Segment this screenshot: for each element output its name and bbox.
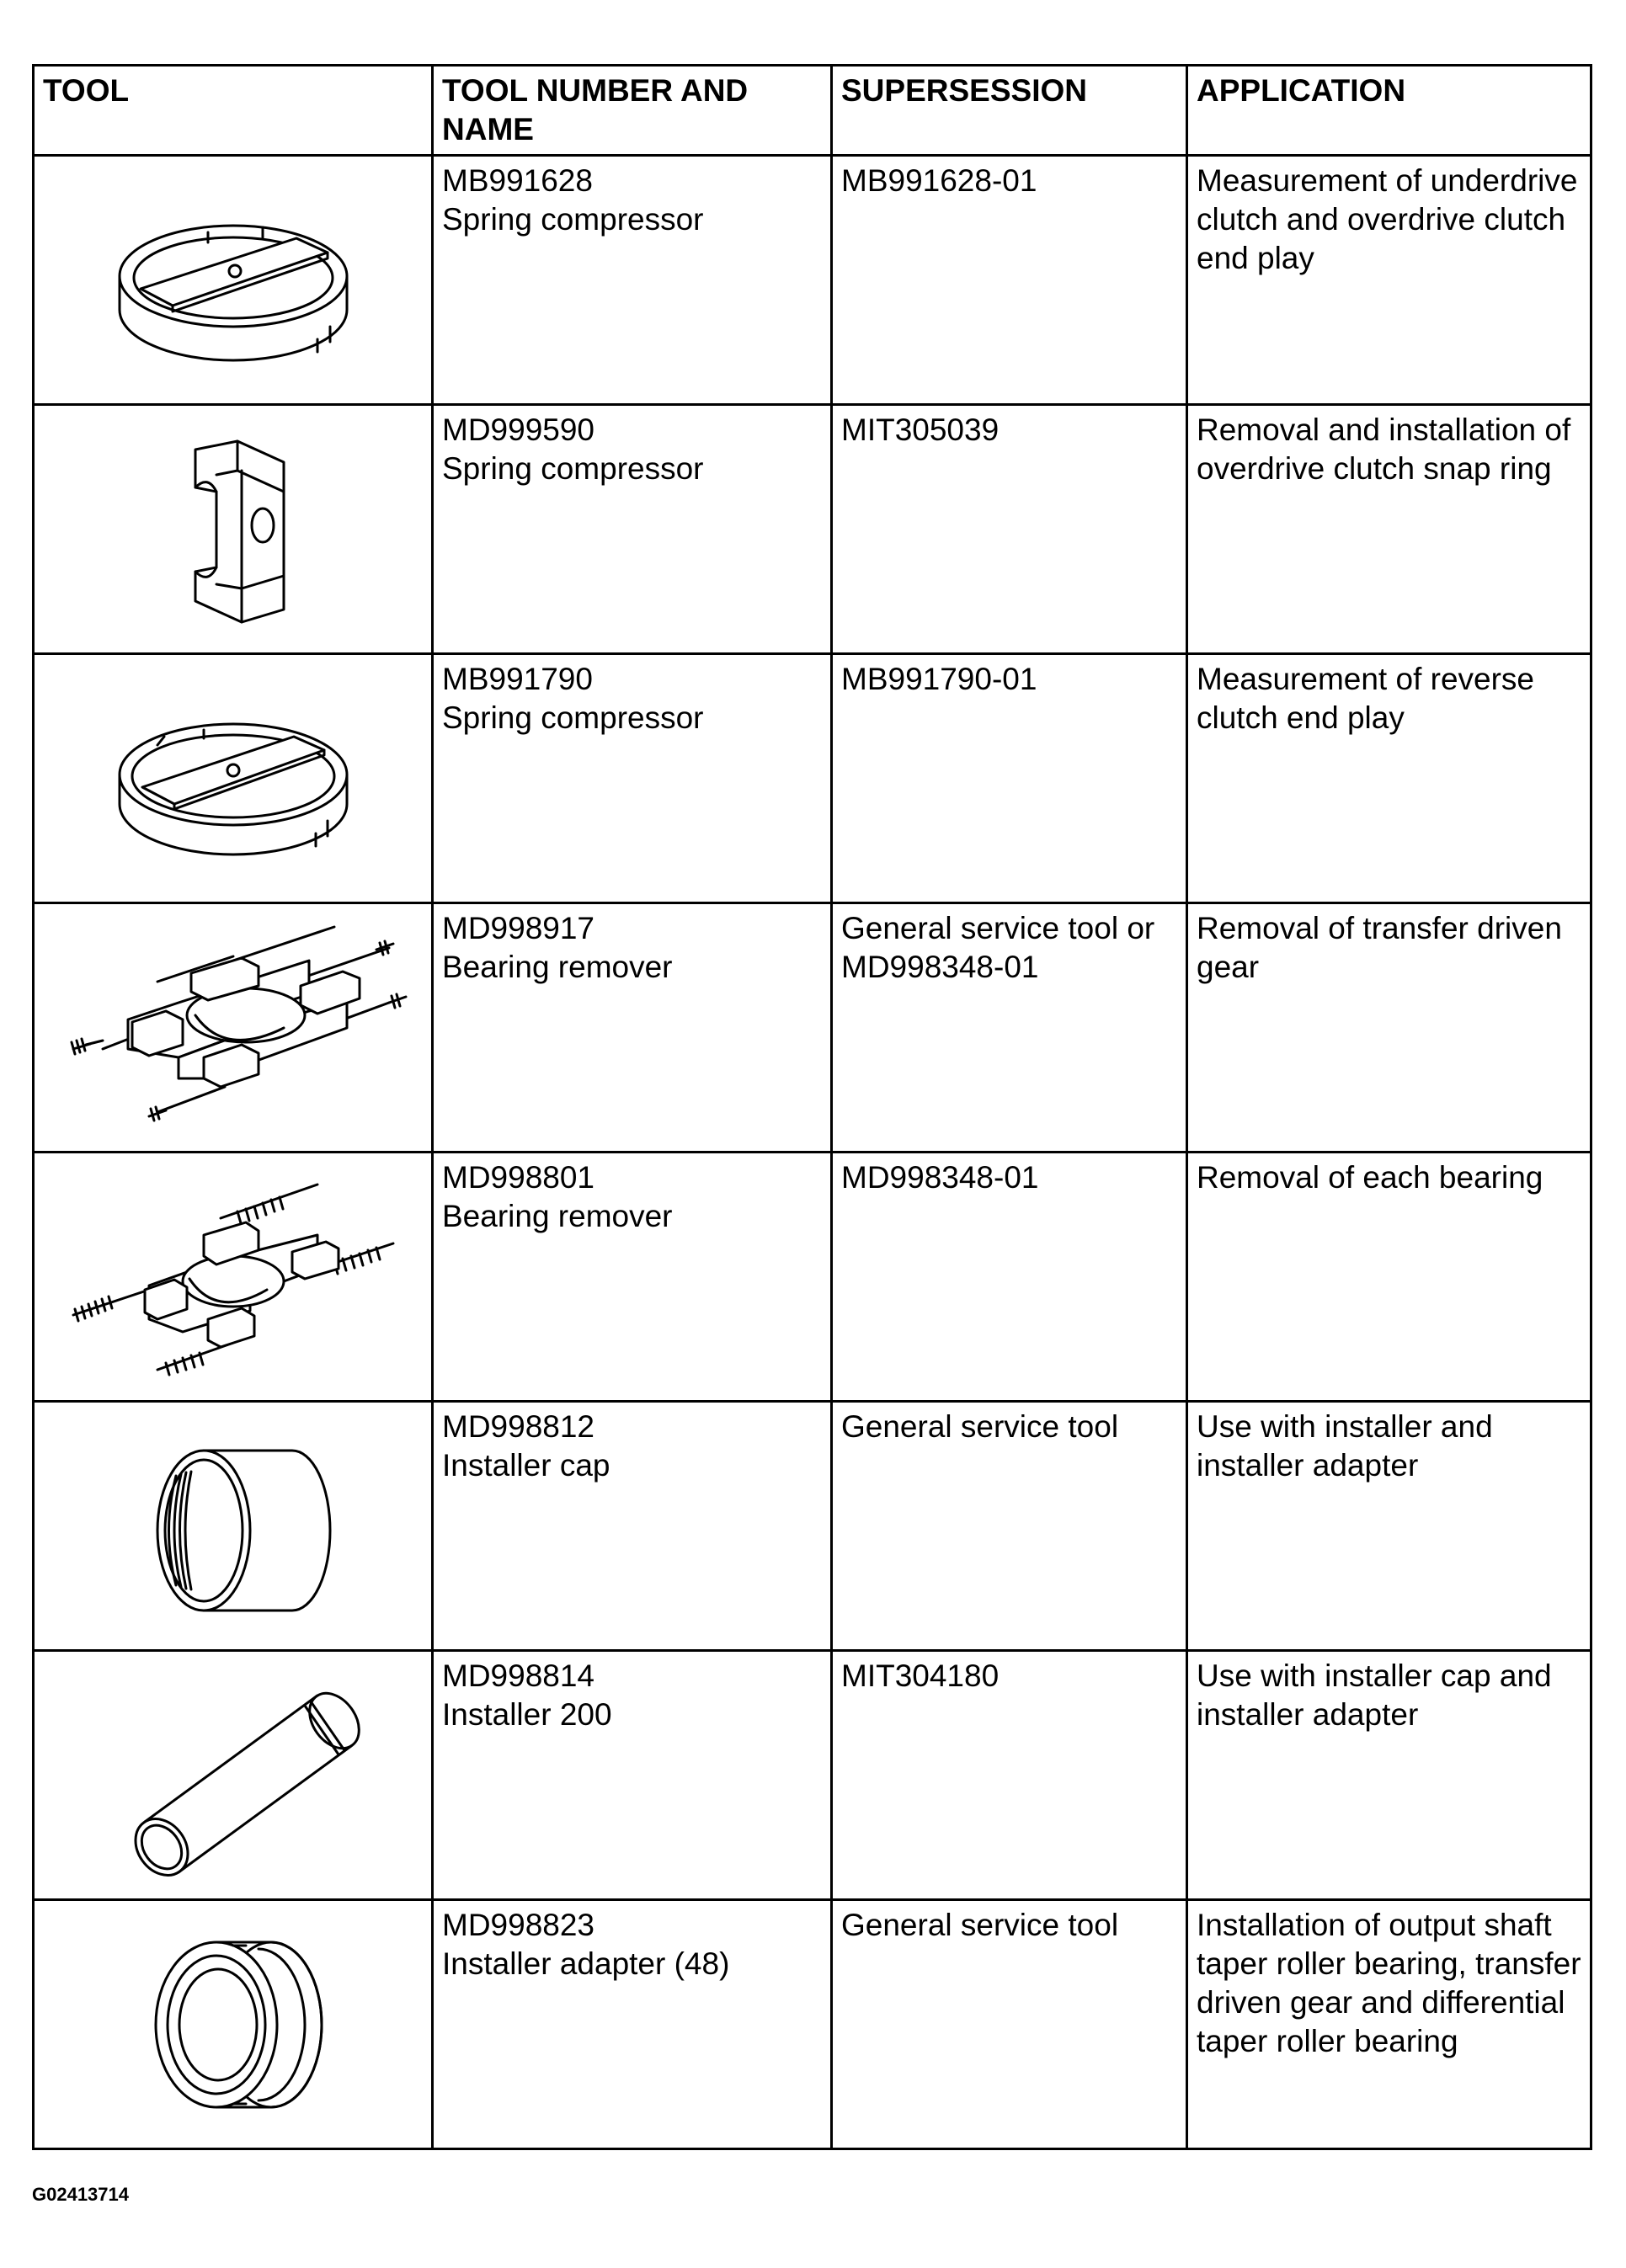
application-cell: Removal of each bearing	[1187, 1153, 1591, 1402]
table-row	[34, 156, 1591, 405]
tool-number-name-cell	[433, 1402, 832, 1651]
tool-name: Bearing remover	[442, 950, 673, 984]
header-tool: TOOL	[34, 66, 433, 156]
table-row	[34, 1651, 1591, 1900]
tool-number-name-cell	[433, 1651, 832, 1900]
tool-number: MD998823	[442, 1908, 595, 1942]
application-cell: Use with installer and installer adapter	[1187, 1402, 1591, 1651]
tool-number: MD998814	[442, 1658, 595, 1693]
supersession-cell: General service tool or MD998348-01	[832, 903, 1187, 1153]
header-supersession: SUPERSESSION	[832, 66, 1187, 156]
application-cell: Removal and installation of overdrive clutch snap ring	[1187, 405, 1591, 654]
tool-name: Installer adapter (48)	[442, 1946, 730, 1981]
tool-number: MB991628	[442, 163, 593, 198]
installer-cap-icon	[124, 1425, 343, 1627]
tool-image-cell	[34, 903, 433, 1153]
application-cell: Removal of transfer driven gear	[1187, 903, 1591, 1153]
tool-image-cell	[34, 1402, 433, 1651]
figure-code: G02413714	[32, 2184, 129, 2205]
tool-number: MD999590	[442, 413, 595, 447]
table-row	[34, 903, 1591, 1153]
tool-image-cell	[34, 1153, 433, 1402]
tool-name: Installer 200	[442, 1697, 612, 1732]
supersession-cell: MIT304180	[832, 1651, 1187, 1900]
tool-image-cell	[34, 405, 433, 654]
tool-number-name-cell	[433, 903, 832, 1153]
installer-adapter-icon	[124, 1924, 343, 2126]
table-row	[34, 654, 1591, 903]
tool-name: Spring compressor	[442, 451, 704, 486]
tool-image-cell	[34, 654, 433, 903]
supersession-cell: MB991628-01	[832, 156, 1187, 405]
tool-name: Bearing remover	[442, 1199, 673, 1233]
table-row	[34, 1900, 1591, 2149]
tool-image-cell	[34, 1651, 433, 1900]
table-row	[34, 1153, 1591, 1402]
supersession-cell: General service tool	[832, 1900, 1187, 2149]
special-tools-table	[32, 64, 1592, 2150]
application-cell: Installation of output shaft taper roller bearing, transfer driven gear and differential taper roller bearing	[1187, 1900, 1591, 2149]
tool-name: Installer cap	[442, 1448, 610, 1483]
installer-tube-icon	[90, 1670, 376, 1881]
supersession-cell: MD998348-01	[832, 1153, 1187, 1402]
spring-compressor-ring-icon	[107, 184, 360, 377]
application-cell: Measurement of underdrive clutch and overdrive clutch end play	[1187, 156, 1591, 405]
bearing-remover-long-icon	[56, 1168, 410, 1387]
tool-number-name-cell	[433, 1900, 832, 2149]
application-cell: Use with installer cap and installer adapter	[1187, 1651, 1591, 1900]
tool-number: MB991790	[442, 662, 593, 696]
tool-number: MD998801	[442, 1160, 595, 1195]
tool-image-cell	[34, 156, 433, 405]
tool-number: MD998917	[442, 911, 595, 945]
tool-name: Spring compressor	[442, 202, 704, 237]
bearing-remover-icon	[56, 923, 410, 1133]
supersession-cell: General service tool	[832, 1402, 1187, 1651]
tool-number-name-cell	[433, 405, 832, 654]
application-cell: Measurement of reverse clutch end play	[1187, 654, 1591, 903]
table-row	[34, 1402, 1591, 1651]
header-tool-number-and-name: TOOL NUMBER AND NAME	[433, 66, 832, 156]
spring-compressor-ring-icon	[107, 686, 360, 871]
tool-number: MD998812	[442, 1409, 595, 1444]
table-row	[34, 405, 1591, 654]
spring-compressor-bracket-icon	[149, 429, 317, 631]
tool-name: Spring compressor	[442, 700, 704, 735]
supersession-cell: MB991790-01	[832, 654, 1187, 903]
tool-number-name-cell	[433, 654, 832, 903]
header-row	[34, 66, 1591, 156]
tool-image-cell	[34, 1900, 433, 2149]
tool-number-name-cell	[433, 156, 832, 405]
supersession-cell: MIT305039	[832, 405, 1187, 654]
tool-number-name-cell	[433, 1153, 832, 1402]
header-application: APPLICATION	[1187, 66, 1591, 156]
